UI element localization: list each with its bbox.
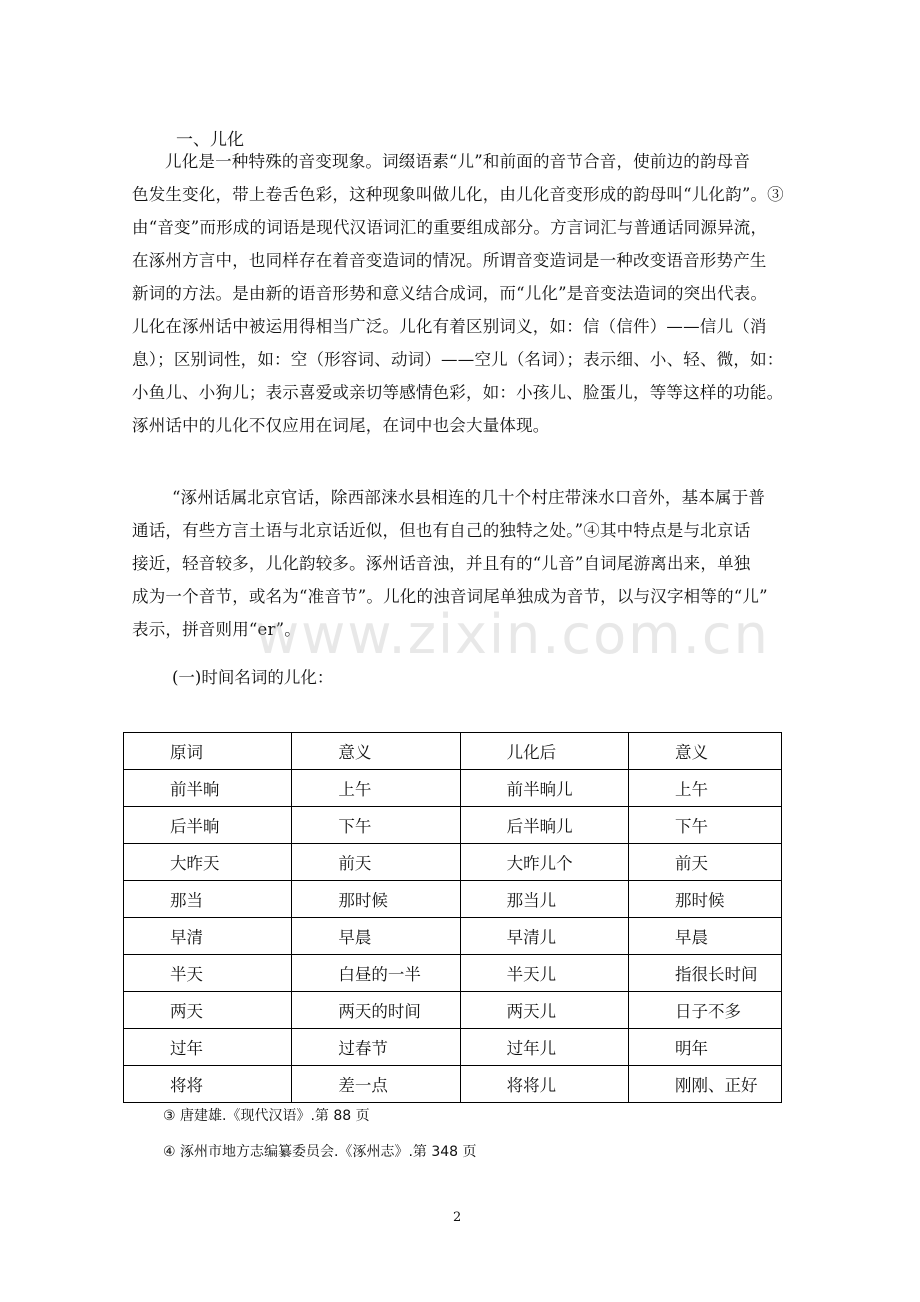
table-row — [124, 1029, 782, 1066]
table-cell: 过年 — [124, 1029, 292, 1066]
paragraph-line: 表示，拼音则用“er”。 — [132, 620, 301, 639]
paragraph-line: 小鱼儿、小狗儿；表示喜爱或亲切等感情色彩，如：小孩儿、脸蛋儿，等等这样的功能。 — [132, 383, 784, 402]
table-cell: 那当儿 — [460, 881, 628, 918]
paragraph-1 — [132, 145, 832, 442]
paragraph-line: 成为一个音节，或名为“准音节”。儿化的浊音词尾单独成为音节，以与汉字相等的“儿” — [132, 587, 768, 606]
table-row — [124, 992, 782, 1029]
table-cell: 大昨天 — [124, 844, 292, 881]
table-cell: 明年 — [628, 1029, 781, 1066]
table-cell: 早清儿 — [460, 918, 628, 955]
erhua-table — [123, 732, 782, 1103]
table-header-cell: 意义 — [628, 733, 781, 770]
table-cell: 半天儿 — [460, 955, 628, 992]
page-number: 2 — [453, 1210, 462, 1225]
table-header-row — [124, 733, 782, 770]
paragraph-line: 在涿州方言中，也同样存在着音变造词的情况。所谓音变造词是一种改变语音形势产生 — [132, 251, 767, 270]
paragraph-line: 儿化是一种特殊的音变现象。词缀语素“儿”和前面的音节合音，使前边的韵母音 — [165, 152, 751, 171]
paragraph-line: 通话，有些方言土语与北京话近似，但也有自己的独特之处。”④其中特点是与北京话 — [132, 521, 751, 540]
table-cell: 早晨 — [292, 918, 460, 955]
paragraph-line: 涿州话中的儿化不仅应用在词尾，在词中也会大量体现。 — [132, 416, 550, 435]
table-cell: 下午 — [292, 807, 460, 844]
table-cell: 前半晌儿 — [460, 770, 628, 807]
paragraph-line: “涿州话属北京官话，除西部涞水县相连的几十个村庄带涞水口音外，基本属于普 — [172, 488, 766, 507]
table-cell: 两天 — [124, 992, 292, 1029]
table-cell: 早清 — [124, 918, 292, 955]
table-cell: 两天的时间 — [292, 992, 460, 1029]
table-cell: 半天 — [124, 955, 292, 992]
table-cell: 刚刚、正好 — [628, 1066, 781, 1103]
paragraph-line: 儿化在涿州话中被运用得相当广泛。儿化有着区别词义，如：信（信件）——信儿（消 — [132, 317, 767, 336]
paragraph-line: 接近，轻音较多，儿化韵较多。涿州话音浊，并且有的“儿音”自词尾游离出来，单独 — [132, 554, 751, 573]
table-cell: 前天 — [292, 844, 460, 881]
footnote: ④ 涿州市地方志编纂委员会.《涿州志》.第 348 页 — [163, 1144, 477, 1160]
table-header-cell: 原词 — [124, 733, 292, 770]
section-title: 一、儿化 — [176, 130, 244, 150]
table-header-cell: 意义 — [292, 733, 460, 770]
table-row — [124, 807, 782, 844]
table-row — [124, 955, 782, 992]
table-cell: 后半晌 — [124, 807, 292, 844]
table-cell: 下午 — [628, 807, 781, 844]
table-cell: 那时候 — [628, 881, 781, 918]
table-cell: 大昨儿个 — [460, 844, 628, 881]
subsection-title: (一)时间名词的儿化： — [172, 668, 334, 687]
paragraph-line: 新词的方法。是由新的语音形势和意义结合成词，而“儿化”是音变法造词的突出代表。 — [132, 284, 768, 303]
table-cell: 将将儿 — [460, 1066, 628, 1103]
table-cell: 那时候 — [292, 881, 460, 918]
table-cell: 上午 — [292, 770, 460, 807]
table-cell: 前半晌 — [124, 770, 292, 807]
table-cell: 差一点 — [292, 1066, 460, 1103]
table-cell: 后半晌儿 — [460, 807, 628, 844]
table-header-cell: 儿化后 — [460, 733, 628, 770]
table-cell: 那当 — [124, 881, 292, 918]
table-row — [124, 1066, 782, 1103]
paragraph-line: 由“音变”而形成的词语是现代汉语词汇的重要组成部分。方言词汇与普通话同源异流， — [132, 218, 768, 237]
table-cell: 将将 — [124, 1066, 292, 1103]
table-row — [124, 770, 782, 807]
table-cell: 上午 — [628, 770, 781, 807]
table-cell: 日子不多 — [628, 992, 781, 1029]
table-cell: 白昼的一半 — [292, 955, 460, 992]
table-cell: 指很长时间 — [628, 955, 781, 992]
watermark: www.zixin.com.cn — [255, 603, 770, 666]
footnote: ③ 唐建雄.《现代汉语》.第 88 页 — [163, 1108, 370, 1124]
paragraph-line: 色发生变化，带上卷舌色彩，这种现象叫做儿化，由儿化音变形成的韵母叫“儿化韵”。③ — [132, 185, 784, 204]
table-cell: 过年儿 — [460, 1029, 628, 1066]
table-cell: 早晨 — [628, 918, 781, 955]
table-row — [124, 844, 782, 881]
table-row — [124, 881, 782, 918]
table-cell: 两天儿 — [460, 992, 628, 1029]
table-cell: 前天 — [628, 844, 781, 881]
paragraph-line: 息）；区别词性，如：空（形容词、动词）——空儿（名词）；表示细、小、轻、微，如： — [132, 350, 784, 369]
table-cell: 过春节 — [292, 1029, 460, 1066]
table-row — [124, 918, 782, 955]
